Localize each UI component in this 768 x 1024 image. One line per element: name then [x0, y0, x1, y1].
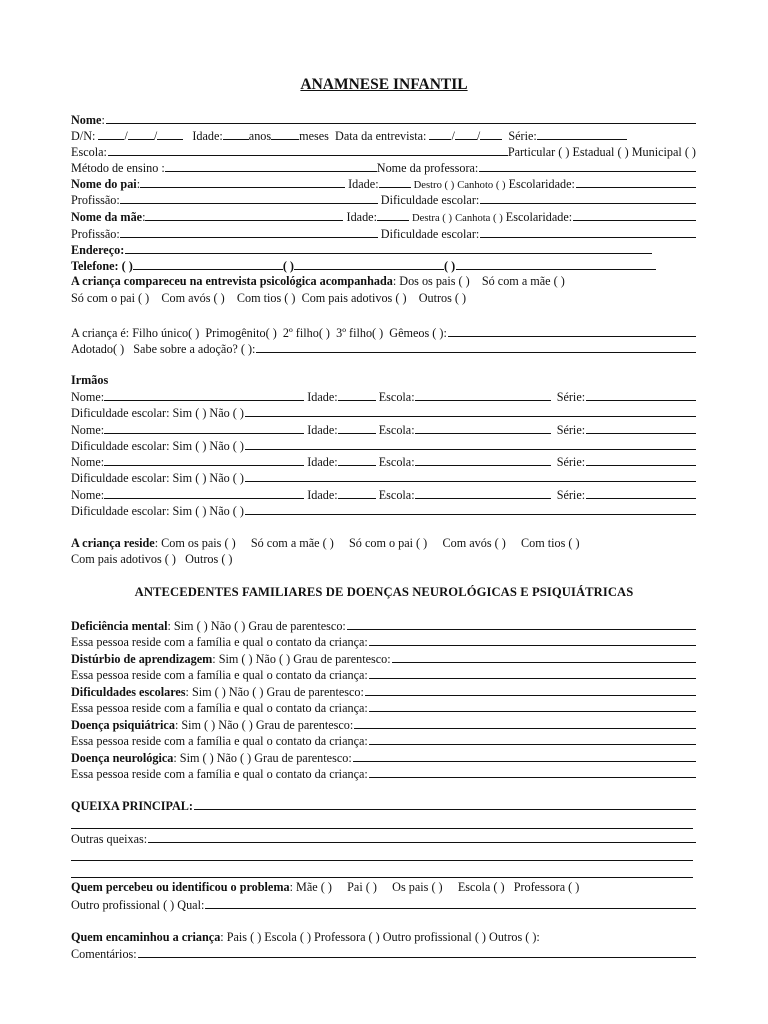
antecedent-label: Distúrbio de aprendizagem: [71, 652, 213, 666]
interview-label: A criança compareceu na entrevista psicológica acompanhada: [71, 274, 393, 288]
antecedent-field[interactable]: [365, 683, 696, 696]
sibling-difficulty-field[interactable]: [245, 404, 696, 417]
sibling-difficulty-row: [71, 404, 696, 420]
teacher-label: Nome da professora:: [376, 161, 479, 175]
sibling-school-field[interactable]: [415, 388, 551, 401]
sibling-school-field[interactable]: [415, 421, 551, 434]
sibling-name-field[interactable]: [104, 486, 304, 499]
address-label: Endereço:: [71, 243, 125, 257]
mother-age-label: Idade:: [346, 210, 377, 224]
other-complaints-label: Outras queixas:: [71, 832, 148, 846]
noticed-label: Quem percebeu ou identificou o problema: [71, 880, 290, 894]
sibling-name-field[interactable]: [104, 421, 304, 434]
adoption-field[interactable]: [256, 340, 696, 353]
mother-age-field[interactable]: [377, 208, 409, 221]
sibling-name-field[interactable]: [104, 388, 304, 401]
antecedent-options[interactable]: : Sim ( ) Não ( ) Grau de parentesco:: [167, 619, 346, 633]
sibling-school-label: Escola:: [378, 390, 415, 404]
antecedent-options[interactable]: : Sim ( ) Não ( ) Grau de parentesco:: [174, 718, 354, 732]
antecedent-label: Doença neurológica: [71, 751, 174, 765]
contact-label: Essa pessoa reside com a família e qual o contato da criança:: [71, 734, 368, 748]
sibling-grade-field[interactable]: [586, 421, 696, 434]
mother-difficulty-field[interactable]: [480, 225, 696, 238]
child-is-second[interactable]: 2º filho( ): [282, 326, 330, 340]
father-name-field[interactable]: [140, 175, 345, 188]
father-name-label: Nome do pai: [71, 177, 137, 191]
mother-job-field[interactable]: [120, 225, 378, 238]
document-title: ANAMNESE INFANTIL: [300, 76, 468, 93]
contact-field[interactable]: [369, 633, 696, 646]
method-field[interactable]: [165, 159, 377, 172]
comments-field[interactable]: [138, 945, 696, 958]
age-years-field[interactable]: [223, 127, 249, 140]
antecedent-options[interactable]: : Sim ( ) Não ( ) Grau de parentesco:: [173, 751, 352, 765]
interview-opt-uncles[interactable]: Com tios ( ): [236, 291, 296, 305]
contact-row: [71, 633, 696, 649]
father-difficulty-field[interactable]: [480, 191, 696, 204]
sibling-school-label: Escola:: [378, 423, 415, 437]
mother-canhota[interactable]: Canhota ( ): [455, 213, 503, 224]
sibling-difficulty-field[interactable]: [245, 469, 696, 482]
complaint-row: [71, 797, 696, 813]
other-complaints-line-3[interactable]: [71, 877, 693, 878]
sibling-row: [71, 388, 696, 404]
resides-opt-others[interactable]: Outros ( ): [185, 552, 233, 566]
father-difficulty-label: Dificuldade escolar:: [380, 193, 480, 207]
resides-opt-adoptive[interactable]: Com pais adotivos ( ): [71, 552, 176, 566]
noticed-opt-teacher[interactable]: Professora ( ): [513, 880, 580, 894]
sibling-name-label: Nome:: [71, 423, 105, 437]
interview-opt-parents[interactable]: : Dos os pais ( ): [392, 274, 470, 288]
school-estadual[interactable]: Estadual ( ): [572, 145, 629, 159]
resides-opt-father[interactable]: Só com o pai ( ): [349, 536, 428, 550]
comments-row: [71, 945, 696, 961]
school-label: Escola:: [71, 145, 107, 159]
sibling-school-label: Escola:: [378, 488, 415, 502]
dn-year-field[interactable]: [157, 127, 183, 140]
contact-label: Essa pessoa reside com a família e qual o contato da criança:: [71, 767, 368, 781]
interview-year-field[interactable]: [480, 127, 502, 140]
adopted-check[interactable]: Adotado( ): [71, 342, 125, 356]
sibling-age-label: Idade:: [307, 488, 338, 502]
phone-paren-2: ( ): [282, 259, 294, 273]
antecedent-row: [71, 749, 696, 765]
sibling-age-field[interactable]: [338, 388, 376, 401]
complaint-field[interactable]: [194, 797, 696, 810]
father-job-field[interactable]: [120, 191, 378, 204]
interview-month-field[interactable]: [455, 127, 477, 140]
father-age-field[interactable]: [379, 175, 411, 188]
interview-row: [71, 273, 696, 289]
noticed-opt-parents[interactable]: Os pais ( ): [392, 880, 443, 894]
interview-opt-mother[interactable]: Só com a mãe ( ): [481, 274, 565, 288]
mother-difficulty-label: Dificuldade escolar:: [380, 227, 480, 241]
twins-field[interactable]: [448, 324, 696, 337]
contact-row: [71, 765, 696, 781]
referred-options[interactable]: : Pais ( ) Escola ( ) Professora ( ) Outro profissional ( ) Outros ( ):: [220, 930, 540, 944]
other-complaints-row: [71, 830, 696, 846]
father-canhoto[interactable]: Canhoto ( ): [457, 180, 506, 191]
mother-education-field[interactable]: [573, 208, 696, 221]
address-row: [71, 241, 696, 257]
interview-day-field[interactable]: [429, 127, 451, 140]
sibling-difficulty-label[interactable]: Dificuldade escolar: Sim ( ) Não ( ): [71, 504, 244, 518]
mother-education-label: Escolaridade:: [505, 210, 573, 224]
child-name-label: Nome: [71, 113, 102, 127]
resides-opt-mother[interactable]: Só com a mãe ( ): [250, 536, 334, 550]
adopted-row: [71, 340, 696, 356]
resides-opt-uncles[interactable]: Com tios ( ): [521, 536, 580, 550]
school-particular[interactable]: Particular ( ): [507, 145, 570, 159]
contact-row: [71, 699, 696, 715]
adoption-known-label[interactable]: Sabe sobre a adoção? ( ):: [133, 342, 256, 356]
dn-row: D/N: / / Idade: anos meses Data da entrevista: / / Série:: [71, 127, 696, 143]
noticed-row: [71, 879, 696, 895]
sibling-row: [71, 486, 696, 502]
father-education-field[interactable]: [576, 175, 696, 188]
antecedent-row: [71, 650, 696, 666]
father-education-label: Escolaridade:: [508, 177, 575, 191]
father-job-label: Profissão:: [71, 193, 120, 207]
phone-label: Telefone: ( ): [71, 259, 133, 273]
resides-opt-parents[interactable]: : Com os pais ( ): [154, 536, 236, 550]
address-field[interactable]: [125, 241, 652, 254]
interview-date-label: Data da entrevista:: [335, 129, 427, 143]
child-is-only[interactable]: A criança é: Filho único( ): [71, 326, 200, 340]
interview-opt-adoptive[interactable]: Com pais adotivos ( ): [301, 291, 407, 305]
method-row: [71, 159, 696, 175]
dn-day-field[interactable]: [98, 127, 124, 140]
teacher-field[interactable]: [479, 159, 696, 172]
sibling-name-field[interactable]: [104, 453, 304, 466]
noticed-other-field[interactable]: [205, 896, 696, 909]
noticed-other-row: [71, 896, 696, 912]
father-age-label: Idade:: [348, 177, 379, 191]
antecedent-row: [71, 617, 696, 633]
sibling-grade-field[interactable]: [586, 453, 696, 466]
child-is-third[interactable]: 3º filho( ): [336, 326, 384, 340]
sibling-age-field[interactable]: [338, 486, 376, 499]
sibling-school-field[interactable]: [415, 453, 551, 466]
complaint-label: QUEIXA PRINCIPAL:: [71, 799, 193, 813]
age-label: Idade:: [192, 129, 223, 143]
complaint-extra-line[interactable]: [71, 828, 693, 829]
interview-opt-father[interactable]: Só com o pai ( ): [71, 291, 150, 305]
resides-opt-grandparents[interactable]: Com avós ( ): [442, 536, 506, 550]
contact-field[interactable]: [369, 699, 696, 712]
sibling-row: [71, 421, 696, 437]
referred-label: Quem encaminhou a criança: [71, 930, 221, 944]
dn-label: D/N:: [71, 129, 96, 143]
sibling-difficulty-label[interactable]: Dificuldade escolar: Sim ( ) Não ( ): [71, 439, 244, 453]
father-job-row: [71, 191, 696, 207]
phone-field-1[interactable]: [133, 257, 283, 270]
antecedents-title: ANTECEDENTES FAMILIARES DE DOENÇAS NEUROLÓGICAS E PSIQUIÁTRICAS: [134, 585, 634, 599]
sibling-grade-label: Série:: [556, 455, 586, 469]
other-complaints-line-2[interactable]: [71, 860, 693, 861]
resides-label: A criança reside: [71, 536, 155, 550]
phone-field-3[interactable]: [456, 257, 656, 270]
contact-label: Essa pessoa reside com a família e qual o contato da criança:: [71, 701, 368, 715]
sibling-age-field[interactable]: [338, 453, 376, 466]
antecedent-field[interactable]: [354, 716, 696, 729]
sibling-school-field[interactable]: [415, 486, 551, 499]
school-field[interactable]: [108, 143, 508, 156]
siblings-heading-row: [71, 372, 696, 388]
antecedent-row: [71, 716, 696, 732]
contact-field[interactable]: [369, 666, 696, 679]
referred-row: [71, 929, 696, 945]
contact-field[interactable]: [369, 732, 696, 745]
father-destro[interactable]: Destro ( ): [413, 180, 455, 191]
sibling-difficulty-field[interactable]: [245, 437, 696, 450]
sibling-name-label: Nome:: [71, 488, 105, 502]
antecedent-label: Doença psiquiátrica: [71, 718, 175, 732]
child-name-row: Nome :: [71, 111, 696, 127]
child-is-firstborn[interactable]: Primogênito( ): [205, 326, 277, 340]
sibling-name-label: Nome:: [71, 390, 105, 404]
mother-job-row: [71, 225, 696, 241]
phone-row: [71, 257, 696, 273]
sibling-grade-field[interactable]: [586, 388, 696, 401]
other-complaints-field[interactable]: [148, 830, 696, 843]
interview-row-2: [71, 290, 696, 306]
mother-destra[interactable]: Destra ( ): [412, 213, 453, 224]
grade-field[interactable]: [537, 127, 627, 140]
antecedent-label: Deficiência mental: [71, 619, 168, 633]
sibling-age-label: Idade:: [307, 455, 338, 469]
mother-name-label: Nome da mãe: [71, 210, 143, 224]
sibling-difficulty-row: [71, 469, 696, 485]
antecedent-row: [71, 683, 696, 699]
child-name-field[interactable]: [106, 111, 696, 124]
sibling-name-label: Nome:: [71, 455, 105, 469]
school-municipal[interactable]: Municipal ( ): [631, 145, 696, 159]
sibling-difficulty-row: [71, 437, 696, 453]
noticed-opt-father[interactable]: Pai ( ): [347, 880, 377, 894]
interview-opt-others[interactable]: Outros ( ): [418, 291, 467, 305]
age-months-field[interactable]: [271, 127, 299, 140]
sibling-age-label: Idade:: [307, 423, 338, 437]
mother-name-field[interactable]: [145, 208, 343, 221]
antecedent-label: Dificuldades escolares: [71, 685, 186, 699]
mother-row: Nome da mãe : Idade: Destra ( ) Canhota ( ) Escolaridade:: [71, 208, 696, 224]
sibling-difficulty-field[interactable]: [245, 502, 696, 515]
resides-row: [71, 535, 696, 551]
sibling-row: [71, 453, 696, 469]
antecedent-options[interactable]: : Sim ( ) Não ( ) Grau de parentesco:: [212, 652, 391, 666]
comments-label: Comentários:: [71, 947, 137, 961]
school-row: [71, 143, 696, 159]
sibling-difficulty-label[interactable]: Dificuldade escolar: Sim ( ) Não ( ): [71, 406, 244, 420]
sibling-grade-label: Série:: [556, 423, 586, 437]
age-years-unit: anos: [248, 129, 272, 143]
resides-row-2: [71, 551, 696, 567]
grade-label: Série:: [508, 129, 537, 143]
phone-paren-3: ( ): [444, 259, 456, 273]
phone-field-2[interactable]: [294, 257, 444, 270]
noticed-other-label[interactable]: Outro profissional ( ) Qual:: [71, 898, 205, 912]
age-months-unit: meses: [299, 129, 329, 143]
antecedent-options[interactable]: : Sim ( ) Não ( ) Grau de parentesco:: [185, 685, 364, 699]
contact-label: Essa pessoa reside com a família e qual o contato da criança:: [71, 668, 368, 682]
contact-label: Essa pessoa reside com a família e qual o contato da criança:: [71, 635, 368, 649]
father-row: Nome do pai : Idade: Destro ( ) Canhoto ( ) Escolaridade:: [71, 175, 696, 191]
sibling-grade-label: Série:: [556, 488, 586, 502]
contact-field[interactable]: [369, 765, 696, 778]
sibling-age-field[interactable]: [338, 421, 376, 434]
antecedent-field[interactable]: [347, 617, 696, 630]
noticed-opt-school[interactable]: Escola ( ): [457, 880, 505, 894]
sibling-age-label: Idade:: [307, 390, 338, 404]
noticed-opt-mother[interactable]: : Mãe ( ): [289, 880, 332, 894]
antecedent-field[interactable]: [353, 749, 696, 762]
child-is-row: [71, 324, 696, 340]
sibling-difficulty-row: [71, 502, 696, 518]
siblings-heading: Irmãos: [71, 373, 109, 387]
child-is-twins[interactable]: Gêmeos ( ):: [389, 326, 447, 340]
mother-job-label: Profissão:: [71, 227, 120, 241]
sibling-difficulty-label[interactable]: Dificuldade escolar: Sim ( ) Não ( ): [71, 471, 244, 485]
contact-row: [71, 732, 696, 748]
dn-month-field[interactable]: [128, 127, 154, 140]
sibling-grade-field[interactable]: [586, 486, 696, 499]
sibling-school-label: Escola:: [378, 455, 415, 469]
method-label: Método de ensino :: [71, 161, 165, 175]
sibling-grade-label: Série:: [556, 390, 586, 404]
antecedent-field[interactable]: [392, 650, 696, 663]
interview-opt-grandparents[interactable]: Com avós ( ): [161, 291, 225, 305]
contact-row: [71, 666, 696, 682]
